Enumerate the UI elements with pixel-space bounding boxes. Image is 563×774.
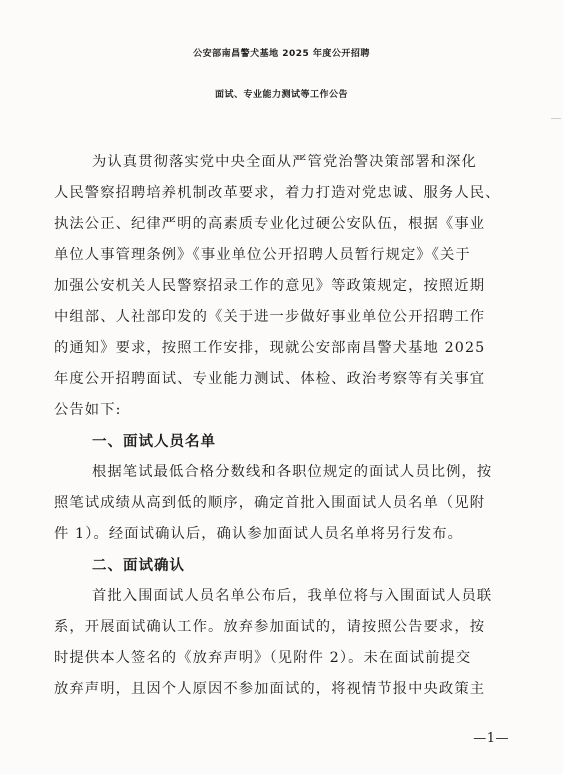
document-title-line-1: 公安部南昌警犬基地 2025 年度公开招聘 bbox=[193, 49, 370, 59]
intro-line-2: 人民警察招聘培养机制改革要求，着力打造对党忠诚、服务人民、 bbox=[54, 185, 501, 201]
page-number: —1— bbox=[473, 731, 509, 746]
intro-line-1: 为认真贯彻落实党中央全面从严管党治警决策部署和深化 bbox=[92, 154, 477, 170]
intro-line-9: 公告如下: bbox=[54, 402, 122, 418]
intro-line-3: 执法公正、纪律严明的高素质专业化过硬公安队伍，根据《事业 bbox=[54, 216, 486, 232]
section-2-line-3: 时提供本人签名的《放弃声明》（见附件 2）。未在面试前提交 bbox=[54, 650, 472, 666]
document-title-line-2: 面试、专业能力测试等工作公告 bbox=[214, 90, 348, 100]
intro-line-5: 加强公安机关人民警察招录工作的意见》等政策规定，按照近期 bbox=[54, 278, 486, 294]
scan-edge-mark bbox=[551, 118, 561, 127]
intro-line-6: 中组部、人社部印发的《关于进一步做好事业单位公开招聘工作 bbox=[54, 309, 486, 325]
intro-line-4: 单位人事管理条例》《事业单位公开招聘人员暂行规定》《关于 bbox=[54, 247, 471, 263]
section-2-heading: 二、面试确认 bbox=[92, 558, 185, 574]
section-2-line-2: 系，开展面试确认工作。放弃参加面试的，请按照公告要求，按 bbox=[54, 619, 486, 635]
section-1-line-2: 照笔试成绩从高到低的顺序，确定首批入围面试人员名单（见附 bbox=[54, 495, 486, 511]
intro-line-7: 的通知》要求，按照工作安排，现就公安部南昌警犬基地 2025 bbox=[54, 340, 486, 356]
intro-line-8: 年度公开招聘面试、专业能力测试、体检、政治考察等有关事宜 bbox=[54, 371, 486, 387]
section-1-line-3: 件 1）。经面试确认后，确认参加面试人员名单将另行发布。 bbox=[54, 526, 464, 542]
section-1-heading: 一、面试人员名单 bbox=[92, 434, 216, 450]
section-2-line-4: 放弃声明，且因个人原因不参加面试的，将视情节报中央政策主 bbox=[54, 681, 486, 697]
section-1-line-1: 根据笔试最低合格分数线和各职位规定的面试人员比例，按 bbox=[92, 464, 493, 480]
section-2-line-1: 首批入围面试人员名单公布后，我单位将与入围面试人员联 bbox=[92, 588, 493, 604]
